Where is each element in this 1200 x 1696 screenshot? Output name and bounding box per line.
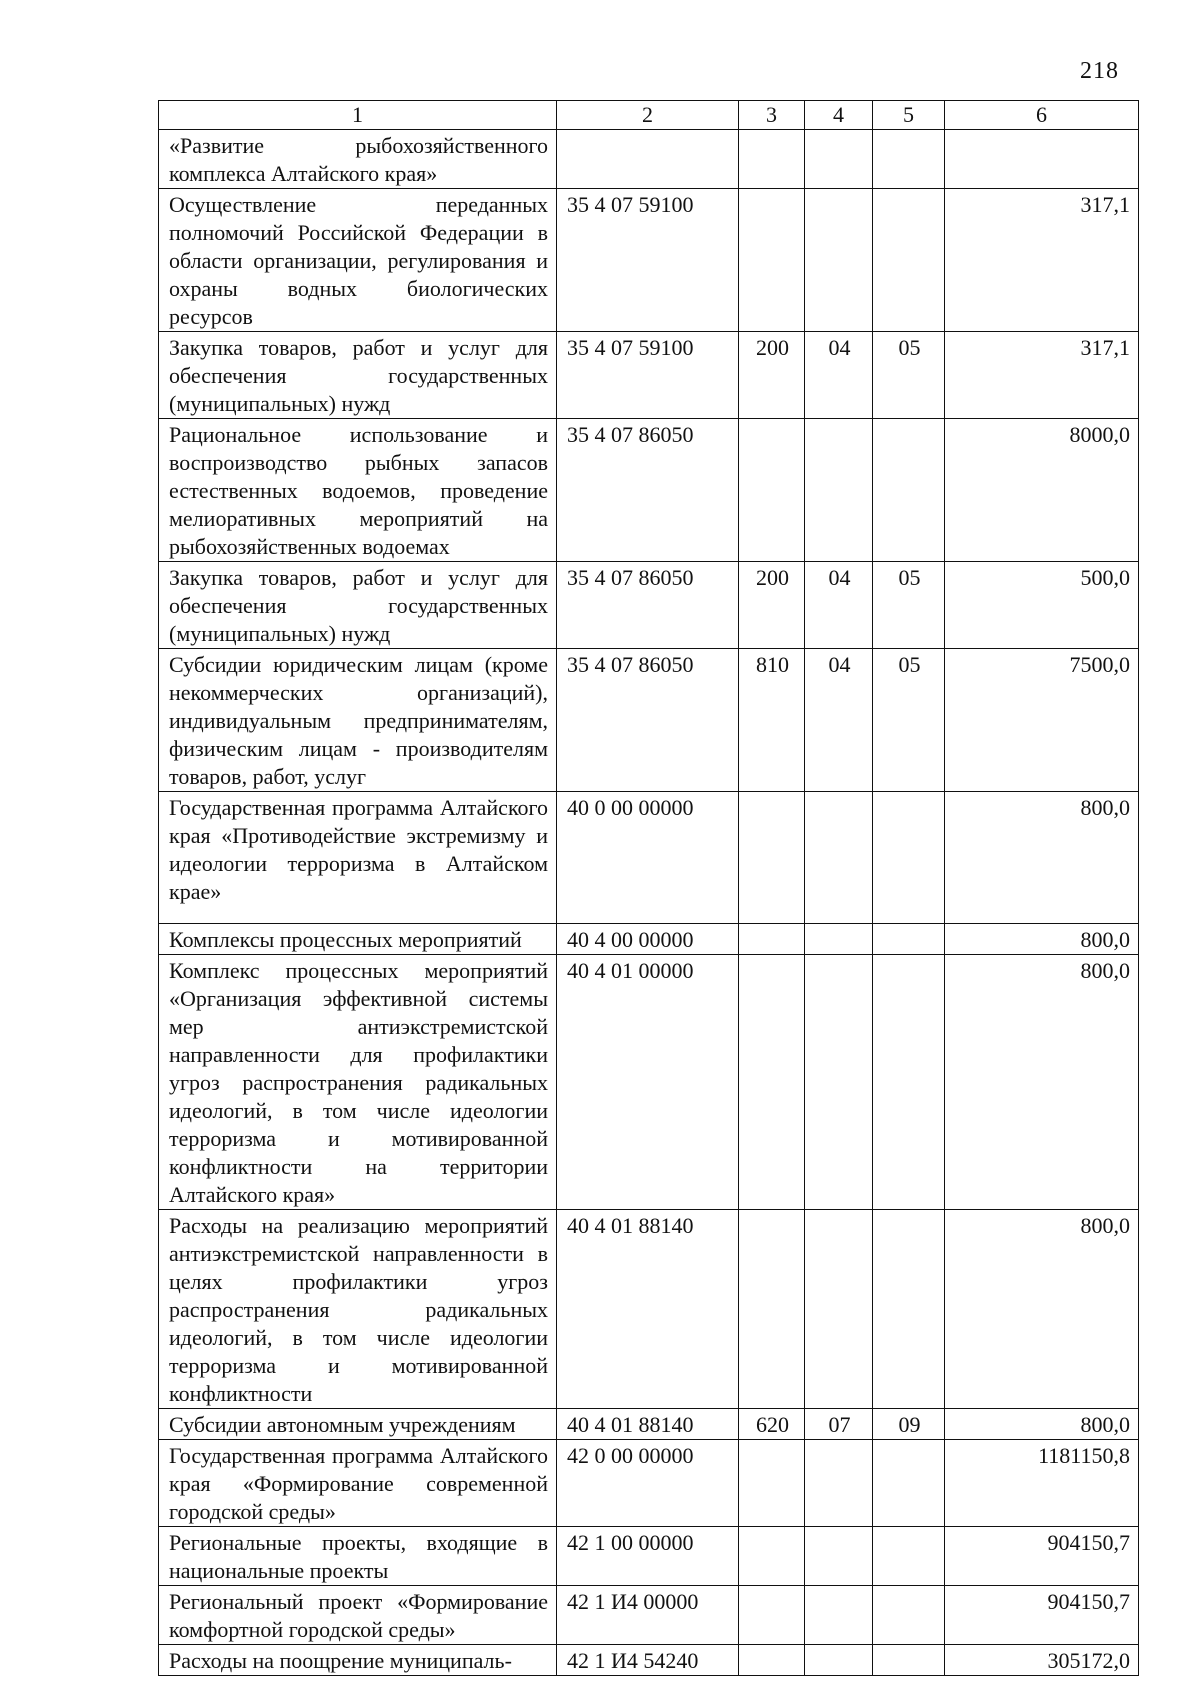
item-amount: 1181150,8 (945, 1440, 1139, 1527)
subsection: 05 (873, 649, 945, 792)
item-code: 35 4 07 86050 (557, 649, 739, 792)
section (805, 955, 873, 1210)
section: 04 (805, 649, 873, 792)
item-amount: 7500,0 (945, 649, 1139, 792)
item-code: 35 4 07 86050 (557, 562, 739, 649)
subsection (873, 1440, 945, 1527)
item-code (557, 130, 739, 189)
subsection (873, 1645, 945, 1676)
item-code: 35 4 07 59100 (557, 332, 739, 419)
expense-type (739, 189, 805, 332)
item-code: 35 4 07 59100 (557, 189, 739, 332)
item-name: Государственная программа Алтайского края «Формирование современной городской среды» (159, 1440, 557, 1527)
item-amount: 800,0 (945, 955, 1139, 1210)
item-amount: 305172,0 (945, 1645, 1139, 1676)
subsection (873, 189, 945, 332)
item-name: Региональные проекты, входящие в национальные проекты (159, 1527, 557, 1586)
section (805, 792, 873, 924)
subsection (873, 1210, 945, 1409)
item-code: 40 4 00 00000 (557, 924, 739, 955)
item-amount: 800,0 (945, 1409, 1139, 1440)
page-number: 218 (1080, 58, 1119, 84)
item-amount: 500,0 (945, 562, 1139, 649)
expense-type (739, 1210, 805, 1409)
item-name: Закупка товаров, работ и услуг для обеспечения государственных (муниципальных) нужд (159, 562, 557, 649)
column-header: 1 (159, 101, 557, 130)
budget-table (158, 100, 1139, 1676)
item-code: 40 4 01 88140 (557, 1409, 739, 1440)
section (805, 1210, 873, 1409)
section (805, 189, 873, 332)
item-code: 40 4 01 00000 (557, 955, 739, 1210)
table-row (159, 792, 1139, 924)
item-name: Комплексы процессных мероприятий (159, 924, 557, 955)
item-amount (945, 130, 1139, 189)
expense-type: 620 (739, 1409, 805, 1440)
subsection (873, 419, 945, 562)
expense-type (739, 1586, 805, 1645)
item-code: 40 0 00 00000 (557, 792, 739, 924)
item-amount: 317,1 (945, 189, 1139, 332)
subsection (873, 1527, 945, 1586)
table-row (159, 1409, 1139, 1440)
section (805, 1440, 873, 1527)
item-code: 42 1 И4 54240 (557, 1645, 739, 1676)
table-row (159, 1527, 1139, 1586)
table-body (159, 130, 1139, 1676)
subsection (873, 792, 945, 924)
item-name: Расходы на реализацию мероприятий антиэкстремистской направленности в целях профилактики угроз распространения радикальных идеологий, в том числе идеологии терроризма и мотивированной конфликтности (159, 1210, 557, 1409)
subsection (873, 955, 945, 1210)
item-amount: 8000,0 (945, 419, 1139, 562)
item-name: Комплекс процессных мероприятий «Организация эффективной системы мер антиэкстремистской направленности для профилактики угроз распространения радикальных идеологий, в том числе идеологии терроризма и мотивированной конфликтности на территории Алтайского края» (159, 955, 557, 1210)
table-row (159, 649, 1139, 792)
section: 04 (805, 332, 873, 419)
table-row (159, 562, 1139, 649)
item-name: Расходы на поощрение муниципаль- (159, 1645, 557, 1676)
item-name: Рациональное использование и воспроизводство рыбных запасов естественных водоемов, проведение мелиоративных мероприятий на рыбохозяйственных водоемах (159, 419, 557, 562)
table-row (159, 1210, 1139, 1409)
expense-type (739, 792, 805, 924)
subsection (873, 924, 945, 955)
section: 04 (805, 562, 873, 649)
expense-type: 200 (739, 562, 805, 649)
item-name: «Развитие рыбохозяйственного комплекса Алтайского края» (159, 130, 557, 189)
expense-type (739, 419, 805, 562)
section (805, 924, 873, 955)
table-row (159, 189, 1139, 332)
table-row (159, 130, 1139, 189)
subsection (873, 1586, 945, 1645)
table-row (159, 1645, 1139, 1676)
item-amount: 800,0 (945, 792, 1139, 924)
item-name: Осуществление переданных полномочий Российской Федерации в области организации, регулирования и охраны водных биологических ресурсов (159, 189, 557, 332)
table-row (159, 924, 1139, 955)
item-amount: 800,0 (945, 924, 1139, 955)
table-row (159, 955, 1139, 1210)
item-name: Государственная программа Алтайского края «Противодействие экстремизму и идеологии терроризма в Алтайском крае» (159, 792, 557, 924)
item-code: 35 4 07 86050 (557, 419, 739, 562)
subsection: 05 (873, 332, 945, 419)
section (805, 130, 873, 189)
item-name: Закупка товаров, работ и услуг для обеспечения государственных (муниципальных) нужд (159, 332, 557, 419)
subsection: 09 (873, 1409, 945, 1440)
item-code: 42 0 00 00000 (557, 1440, 739, 1527)
item-code: 42 1 00 00000 (557, 1527, 739, 1586)
subsection (873, 130, 945, 189)
column-header: 3 (739, 101, 805, 130)
item-amount: 317,1 (945, 332, 1139, 419)
table-row (159, 419, 1139, 562)
table-row (159, 1440, 1139, 1527)
column-header: 2 (557, 101, 739, 130)
item-amount: 904150,7 (945, 1586, 1139, 1645)
column-header: 5 (873, 101, 945, 130)
column-header: 6 (945, 101, 1139, 130)
item-amount: 800,0 (945, 1210, 1139, 1409)
table-row (159, 332, 1139, 419)
expense-type: 810 (739, 649, 805, 792)
expense-type (739, 1440, 805, 1527)
expense-type (739, 130, 805, 189)
subsection: 05 (873, 562, 945, 649)
column-header: 4 (805, 101, 873, 130)
header-row (159, 101, 1139, 130)
item-name: Субсидии автономным учреждениям (159, 1409, 557, 1440)
expense-type (739, 955, 805, 1210)
section (805, 1645, 873, 1676)
item-code: 40 4 01 88140 (557, 1210, 739, 1409)
expense-type (739, 1527, 805, 1586)
expense-type (739, 924, 805, 955)
section (805, 1527, 873, 1586)
table-header (159, 101, 1139, 130)
section (805, 419, 873, 562)
item-name: Региональный проект «Формирование комфортной городской среды» (159, 1586, 557, 1645)
item-amount: 904150,7 (945, 1527, 1139, 1586)
expense-type: 200 (739, 332, 805, 419)
section (805, 1586, 873, 1645)
item-code: 42 1 И4 00000 (557, 1586, 739, 1645)
expense-type (739, 1645, 805, 1676)
table-row (159, 1586, 1139, 1645)
item-name: Субсидии юридическим лицам (кроме некоммерческих организаций), индивидуальным предпринимателям, физическим лицам - производителям товаров, работ, услуг (159, 649, 557, 792)
section: 07 (805, 1409, 873, 1440)
